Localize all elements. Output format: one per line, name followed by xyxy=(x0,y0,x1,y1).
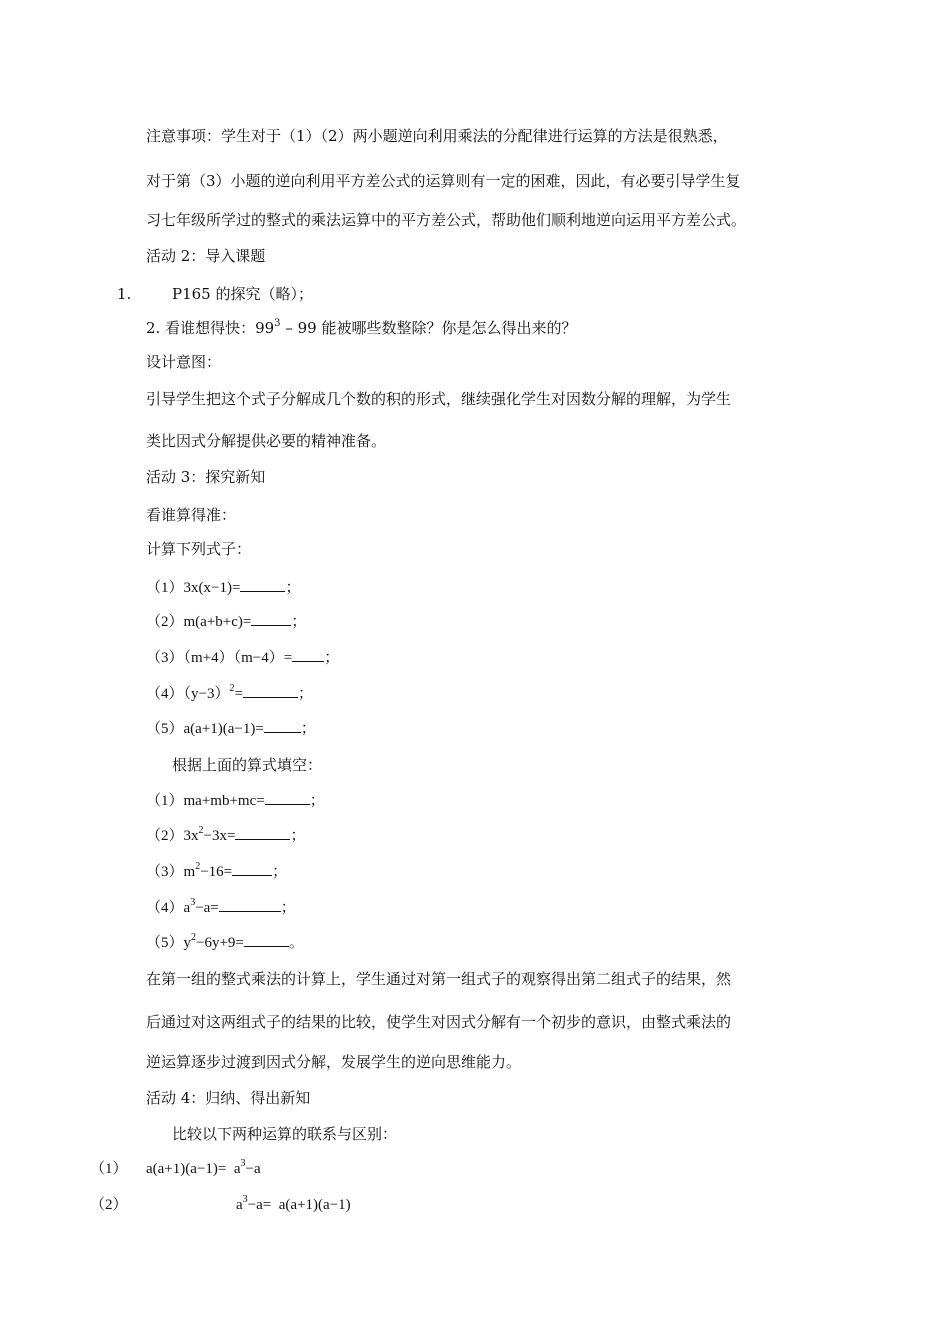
fill-item-expression-tail: −3x= xyxy=(203,828,236,844)
calc-item-2 xyxy=(146,611,306,632)
calc-item-exponent: 2 xyxy=(229,683,235,694)
compare-heading: 比较以下两种运算的联系与区别： xyxy=(172,1125,398,1143)
design-intent-line-2: 类比因式分解提供必要的精神准备。 xyxy=(146,432,387,450)
fill-item-5 xyxy=(146,932,304,953)
calc-item-expression: （y−3） xyxy=(183,686,230,702)
answer-blank[interactable] xyxy=(232,861,272,876)
compare-row-1-exponent: 3 xyxy=(240,1158,246,1169)
compare-row-1-number: （1） xyxy=(90,1161,128,1177)
answer-blank[interactable] xyxy=(244,932,289,947)
fill-item-1 xyxy=(146,790,325,811)
notes-line-1: 注意事项：学生对于（1）（2）两小题逆向利用乘法的分配律进行运算的方法是很熟悉， xyxy=(146,127,728,145)
activity2-item2-exponent: 3 xyxy=(274,318,281,329)
fill-item-exponent: 2 xyxy=(195,861,201,872)
calc-item-expression: m(a+b+c)= xyxy=(183,614,252,630)
compare-row-1-rhs: a xyxy=(233,1161,241,1177)
fill-item-expression-tail: −6y+9= xyxy=(196,935,244,951)
fill-item-number: （4） xyxy=(146,900,184,916)
activity3-heading: 活动 3：探究新知 xyxy=(146,468,266,486)
compare-row-1-rhs-tail: −a xyxy=(245,1161,261,1177)
fill-item-3 xyxy=(146,861,287,882)
activity2-item2 xyxy=(146,318,576,338)
explanation-line-3b: 发展学生的逆向思维能力。 xyxy=(341,1053,522,1071)
fill-item-4 xyxy=(146,897,296,918)
answer-blank[interactable] xyxy=(251,611,291,626)
calc-item-number: （4） xyxy=(146,686,184,702)
calc-item-expression-tail: = xyxy=(234,686,243,702)
calc-item-4 xyxy=(146,683,313,704)
activity4-heading: 活动 4：归纳、得出新知 xyxy=(146,1089,311,1107)
fill-item-number: （5） xyxy=(146,935,184,951)
answer-blank[interactable] xyxy=(240,577,285,592)
calc-item-number: （1） xyxy=(146,580,184,596)
fill-item-number: （1） xyxy=(146,793,184,809)
design-intent-line-1a: 引导学生把这个式子分解成几个数的积的形式，继续强 xyxy=(146,390,507,408)
fill-item-expression: y xyxy=(183,935,192,951)
fill-item-number: （2） xyxy=(146,828,184,844)
answer-blank[interactable] xyxy=(292,647,324,662)
calc-item-end: ； xyxy=(297,686,313,702)
explanation-line-2: 后通过对这两组式子的结果的比较，使学生对因式分解有一个初步的意识，由整式乘法的 xyxy=(146,1013,732,1031)
fill-heading: 根据上面的算式填空： xyxy=(172,756,323,774)
compare-row-2-lhs-tail: −a= xyxy=(247,1197,272,1213)
explanation-line-1: 在第一组的整式乘法的计算上，学生通过对第一组式子的观察得出第二组式子的结果，然 xyxy=(146,970,732,988)
calc-item-end: ； xyxy=(300,721,316,737)
fill-item-expression: m xyxy=(183,864,196,880)
compare-row-2-expression xyxy=(236,1195,351,1215)
fill-item-2 xyxy=(146,825,305,846)
activity2-item2-suffix: – 99 能被哪些数整除？你是怎么得出来的？ xyxy=(280,319,577,337)
notes-line-3: 习七年级所学过的整式的乘法运算中的平方差公式，帮助他们顺利地逆向运用平方差公式。 xyxy=(146,211,747,229)
explanation-line-3a: 逆运算逐步过渡到因式分解， xyxy=(146,1053,342,1071)
fill-item-expression: a xyxy=(183,900,191,916)
explanation-line-3 xyxy=(146,1052,521,1072)
compare-row-2-exponent: 3 xyxy=(242,1194,248,1205)
calc-item-end: ； xyxy=(285,580,301,596)
calc-item-5 xyxy=(146,718,316,739)
compare-row-2-rhs: a(a+1)(a−1) xyxy=(278,1197,351,1213)
activity3-sub-heading-2: 计算下列式子： xyxy=(146,540,252,558)
fill-item-exponent: 2 xyxy=(198,825,204,836)
fill-item-end: 。 xyxy=(288,935,304,951)
calc-item-expression: 3x(x−1)= xyxy=(183,580,241,596)
answer-blank[interactable] xyxy=(235,825,290,840)
compare-row-2-number: （2） xyxy=(90,1197,128,1213)
activity2-item1-number: 1. xyxy=(117,285,132,303)
calc-item-number: （5） xyxy=(146,721,184,737)
fill-item-expression: 3x xyxy=(183,828,199,844)
compare-row-1-expression xyxy=(146,1159,261,1179)
calc-item-expression: （m+4）（m−4）= xyxy=(183,650,293,666)
calc-item-1 xyxy=(146,577,300,598)
answer-blank[interactable] xyxy=(265,790,310,805)
fill-item-expression-tail: −16= xyxy=(200,864,233,880)
calc-item-number: （3） xyxy=(146,650,184,666)
calc-item-3 xyxy=(146,647,339,668)
fill-item-exponent: 3 xyxy=(190,897,196,908)
compare-row-2-lhs: a xyxy=(236,1197,243,1213)
design-intent-label: 设计意图： xyxy=(146,353,222,371)
fill-item-exponent: 2 xyxy=(191,932,197,943)
fill-item-end: ； xyxy=(280,900,296,916)
answer-blank[interactable] xyxy=(219,897,281,912)
compare-row-1-lhs: a(a+1)(a−1)= xyxy=(146,1161,227,1177)
activity2-item1-text: P165 的探究（略）； xyxy=(172,285,313,303)
calc-item-number: （2） xyxy=(146,614,184,630)
notes-line-2: 对于第（3）小题的逆向利用平方差公式的运算则有一定的困难，因此，有必要引导学生复 xyxy=(146,172,741,190)
activity2-item2-prefix: 2. 看谁想得快：99 xyxy=(146,319,275,337)
calc-item-end: ； xyxy=(291,614,307,630)
fill-item-end: ； xyxy=(272,864,288,880)
activity2-heading: 活动 2：导入课题 xyxy=(146,247,266,265)
fill-item-number: （3） xyxy=(146,864,184,880)
calc-item-end: ； xyxy=(324,650,340,666)
fill-item-end: ； xyxy=(309,793,325,809)
answer-blank[interactable] xyxy=(264,718,301,733)
answer-blank[interactable] xyxy=(243,683,298,698)
design-intent-line-1 xyxy=(146,389,731,409)
fill-item-end: ； xyxy=(290,828,306,844)
activity3-sub-heading-1: 看谁算得准： xyxy=(146,506,237,524)
calc-item-expression: a(a+1)(a−1)= xyxy=(183,721,264,737)
fill-item-expression-tail: −a= xyxy=(195,900,219,916)
design-intent-line-1b: 化学生对因数分解的理解，为学生 xyxy=(506,390,732,408)
fill-item-expression: ma+mb+mc= xyxy=(183,793,265,809)
